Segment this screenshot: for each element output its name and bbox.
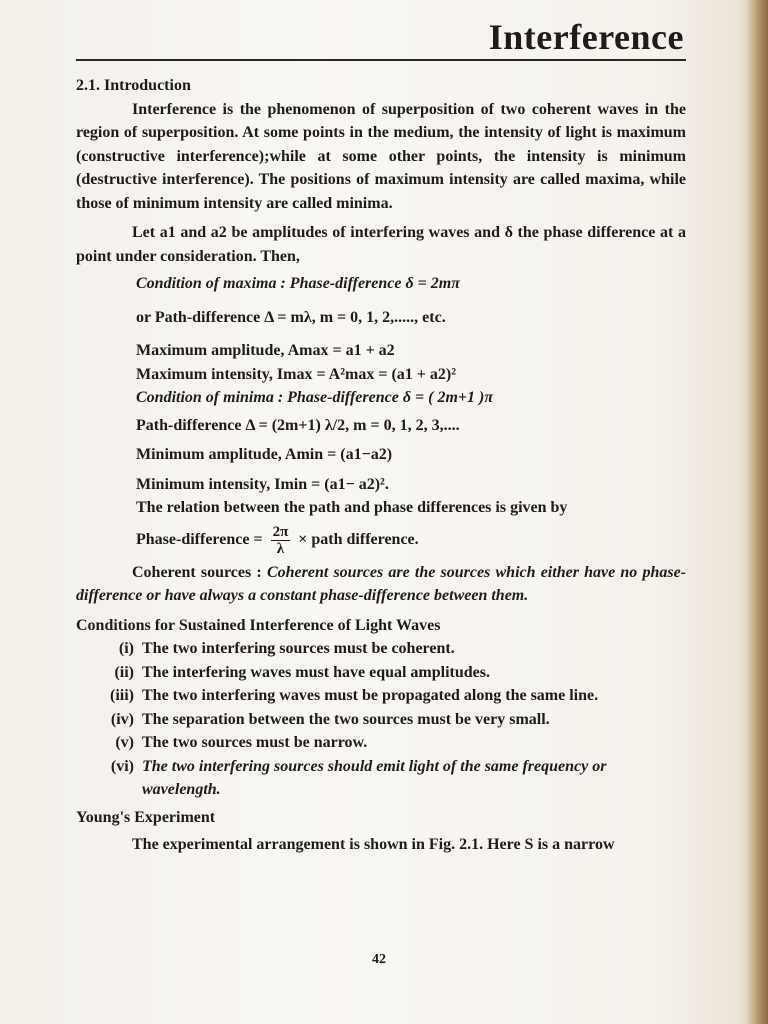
minima-path-difference: Path-difference Δ = (2m+1) λ/2, m = 0, 1, 2, 3,.... (136, 416, 460, 434)
coherent-sources-paragraph (76, 561, 686, 608)
relation-sentence: The relation between the path and phase differences is given by (136, 499, 568, 516)
page-number: 42 (372, 952, 386, 967)
fraction-numerator: 2π (272, 523, 289, 540)
youngs-experiment-text: The experimental arrangement is shown in Fig. 2.1. Here S is a narrow (132, 836, 615, 853)
formula-lhs: Phase-difference = (136, 530, 263, 548)
list-item: (i) The two interfering sources must be coherent. (118, 640, 455, 657)
conditions-list (54, 637, 686, 802)
intro-paragraph: Interference is the phenomenon of superposition of two coherent waves in the region of superposition. At some points in the medium, the intensity of light is maximum (constructive interference);while at some other points, the intensity is minimum (destructive interference). The positions of maximum intensity are called maxima, while those of minimum intensity are called minima. (76, 100, 686, 212)
intro-heading: 2.1. Introduction (76, 77, 191, 94)
coherent-sources-term: Coherent sources : (132, 563, 262, 581)
minimum-intensity: Minimum intensity, Imin = (a1− a2)². (136, 475, 389, 493)
list-item: (iii) The two interfering waves must be propagated along the same line. (110, 687, 599, 704)
maxima-path-difference: or Path-difference Δ = mλ, m = 0, 1, 2,....., etc. (136, 308, 446, 326)
maxima-condition: Condition of maxima : Phase-difference δ = 2mπ (136, 275, 460, 292)
list-item: (v) The two sources must be narrow. (115, 734, 368, 751)
title-rule (76, 59, 686, 61)
list-item: (iv) The separation between the two sources must be very small. (110, 710, 550, 728)
phase-difference-formula (76, 524, 686, 557)
amplitude-paragraph: Let a1 and a2 be amplitudes of interfering waves and δ the phase difference at a point under consideration. Then, (76, 224, 686, 265)
page-edge (746, 0, 768, 1024)
youngs-experiment-heading: Young's Experiment (76, 808, 216, 826)
maximum-intensity: Maximum intensity, Imax = A²max = (a1 + a2)² (136, 365, 457, 383)
page-content (76, 74, 686, 857)
minima-condition: Condition of minima : Phase-difference δ = ( 2m+1 )π (136, 389, 494, 406)
coherent-sources-definition: Coherent sources are the sources which either have no phase-difference or have always a constant phase-difference between them. (76, 563, 687, 604)
fraction-denominator: λ (276, 540, 285, 557)
minimum-amplitude: Minimum amplitude, Amin = (a1−a2) (136, 446, 393, 463)
conditions-heading: Conditions for Sustained Interference of Light Waves (76, 616, 441, 634)
list-item: (ii) The interfering waves must have equal amplitudes. (114, 663, 490, 681)
page-title: Interference (488, 17, 684, 57)
formula-fraction (271, 524, 291, 557)
maximum-amplitude: Maximum amplitude, Amax = a1 + a2 (136, 342, 395, 359)
formula-rhs: × path difference. (298, 530, 419, 548)
list-item: (vi) The two interfering sources should emit light of the same frequency or wavelength. (110, 757, 607, 798)
